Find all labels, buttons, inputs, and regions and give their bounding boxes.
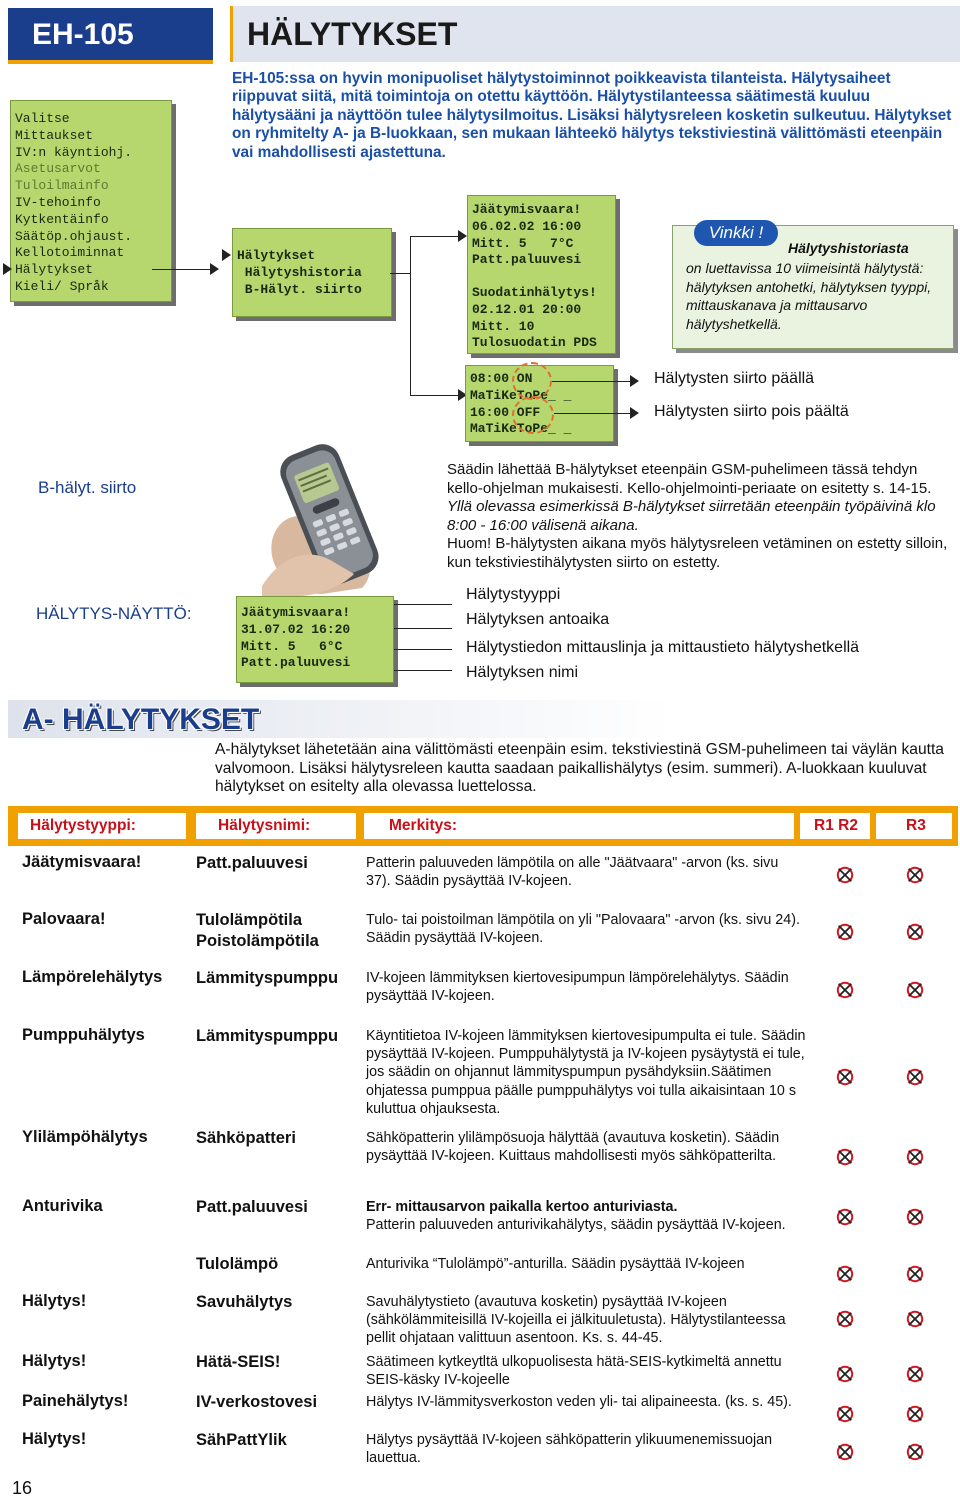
display-line: Jäätymisvaara! xyxy=(241,605,351,620)
display-line: MaTiKeToPe_ _ xyxy=(470,421,572,437)
alarm-type: Hälytys! xyxy=(22,1292,87,1310)
connector-line xyxy=(410,236,411,396)
display-line: 31.07.02 16:20 xyxy=(241,621,351,637)
display-line: Kieli/ Språk xyxy=(15,278,109,294)
display-line: 06.02.02 16:00 xyxy=(472,218,582,234)
alarm-description xyxy=(366,1431,806,1467)
display-line: IV-tehoinfo xyxy=(15,194,101,210)
display-line: Kellotoiminnat xyxy=(15,245,125,261)
arrow-right-icon xyxy=(630,407,639,419)
relay-x-icon xyxy=(906,923,924,941)
alarm-type: Anturivika xyxy=(22,1197,103,1215)
callout-line xyxy=(394,604,452,605)
relay-x-icon xyxy=(836,1405,854,1423)
relay-x-icon xyxy=(906,1365,924,1383)
alarm-name: SähPattYlik xyxy=(196,1431,287,1449)
alarm-type: Pumppuhälytys xyxy=(22,1026,145,1044)
relay-x-icon xyxy=(906,1148,924,1166)
alarm-description-text: Säätimeen kytkeytltä ulkopuolisesta hätä-SEIS-kytkimeltä annettu SEIS-käsky IV-kojeelle xyxy=(366,1354,782,1389)
model-badge xyxy=(8,8,213,64)
alarm-type: Hälytys! xyxy=(22,1430,87,1448)
header-r1r2: R1 R2 xyxy=(814,817,858,834)
connector-line xyxy=(152,269,212,270)
tip-heading: Hälytyshistoriasta xyxy=(788,240,909,256)
b-transfer-text-1: Säädin lähettää B-hälytykset eteenpäin GSM-puhelimeen tässä tehdyn kello-ohjelman mukaisesti. Kello-ohjelmointi-periaate on esitetty s. 14-15. xyxy=(447,461,932,497)
alarm-description xyxy=(366,1293,806,1348)
a-alarms-title: A- HÄLYTYKSET xyxy=(22,703,260,736)
alarm-type: Jäätymisvaara! xyxy=(22,853,142,871)
alarm-description xyxy=(366,911,806,947)
display-line: Hälytykset xyxy=(237,248,316,263)
alarm-description-text: Hälytys IV-lämmitysverkoston veden yli- tai alipaineesta. (ks. s. 45). xyxy=(366,1394,792,1410)
alarm-name: Savuhälytys xyxy=(196,1293,293,1311)
relay-x-icon xyxy=(906,1265,924,1283)
section-header xyxy=(230,6,960,62)
tip-badge: Vinkki ! xyxy=(694,220,778,246)
alarm-description xyxy=(366,969,806,1005)
display-line: 16:00 OFF xyxy=(470,404,541,420)
alarm-name: Lämmityspumppu xyxy=(196,1027,339,1045)
transfer-off-label: Hälytysten siirto pois päältä xyxy=(654,403,849,420)
a-alarms-description: A-hälytykset lähetetään aina välittömästi eteenpäin esim. tekstiviestinä GSM-puhelimeen tai väylän kautta valvomoon. Lisäksi hälytysreleen kautta saadaan paikallishälytys (esim. summeri). A-luokkaan kuuluvat hälytykset on esitelty alla olevassa luettelossa. xyxy=(215,741,944,796)
alarm-description xyxy=(366,1198,806,1234)
display-line: 02.12.01 20:00 xyxy=(472,301,582,317)
display-line: Patt.paluuvesi xyxy=(472,252,582,268)
alarm-menu-cursor-icon xyxy=(222,249,231,261)
display-line: Mitt. 10 xyxy=(472,318,535,334)
alarm-description-text: Hälytys pysäyttää IV-kojeen sähköpatterin ylikuumenemissuojan lauettua. xyxy=(366,1432,773,1467)
display-callout: Hälytyksen antoaika xyxy=(466,611,610,628)
relay-x-icon xyxy=(836,866,854,884)
alarm-name: Hätä-SEIS! xyxy=(196,1353,281,1371)
alarm-description-text: Tulo- tai poistoilman lämpötila on yli "Palovaara" -arvon (ks. sivu 24). Säädin pysäyttää IV-kojeen. xyxy=(366,912,800,947)
relay-x-icon xyxy=(836,981,854,999)
relay-x-icon xyxy=(836,923,854,941)
relay-x-icon xyxy=(836,1208,854,1226)
callout-line xyxy=(552,381,632,382)
display-callout: Hälytystyyppi xyxy=(466,586,561,603)
relay-x-icon xyxy=(906,866,924,884)
alarm-name: Tulolämpö xyxy=(196,1255,279,1273)
display-line: Hälytyshistoria xyxy=(237,264,362,280)
b-transfer-note: Huom! B-hälytysten aikana myös hälytysreleen vetäminen on estetty silloin, kun tekstiviestihälytysten siirto on estetty. xyxy=(447,535,948,571)
alarm-name: IV-verkostovesi xyxy=(196,1393,318,1411)
alarm-description-text: Patterin paluuveden lämpötila on alle "Jäätvaara" -arvon (ks. sivu 37). Säädin pysäyttää IV-kojeen. xyxy=(366,855,779,890)
callout-line xyxy=(554,413,632,414)
connector-line xyxy=(410,236,460,237)
relay-x-icon xyxy=(906,1405,924,1423)
main-menu-display xyxy=(10,100,172,302)
display-line: IV:n käyntiohj. xyxy=(15,144,133,160)
header-cell-r1r2 xyxy=(800,813,870,839)
callout-line xyxy=(394,649,452,650)
display-callout: Hälytystiedon mittauslinja ja mittaustieto hälytyshetkellä xyxy=(466,639,860,656)
alarm-description-text: Savuhälytystieto (avautuva kosketin) pysäyttää IV-kojeen (sähkölämmiteisillä IV-kojeilla ei jälkituuletusta). Hälytystilanteessa pellit ohjataan valittuun asentoon. Ks. s. 44-45. xyxy=(366,1294,786,1347)
display-line: Tulosuodatin PDS xyxy=(472,335,597,351)
alarm-menu-display xyxy=(232,228,392,317)
alarm-description xyxy=(366,1393,806,1411)
arrow-right-icon xyxy=(458,230,467,242)
history-display xyxy=(467,195,616,354)
arrow-right-icon xyxy=(210,263,219,275)
alarm-type: Lämpörelehälytys xyxy=(22,968,163,986)
header-type: Hälytystyyppi: xyxy=(30,817,136,834)
alarm-name: Patt.paluuvesi xyxy=(196,1198,308,1216)
relay-x-icon xyxy=(836,1310,854,1328)
display-line: Jäätymisvaara! xyxy=(472,202,582,217)
intro-text: EH-105:ssa on hyvin monipuoliset hälytystoiminnot poikkeavista tilanteista. Hälytysaiheet riippuvat siitä, mitä toimintoja on otettu käyttöön. Hälytystilanteessa säätimestä kuuluu hälytysääni ja näyttöön tulee hälytysilmoitus. Lisäksi hälytysreleen kosketin sulkeutuu. Hälytykset on ryhmitelty A- ja B-luokkaan, sen mukaan lähteekö hälytys tekstiviestinä välittömästi eteenpäin vai mahdollisesti ajastettuna. xyxy=(232,70,952,161)
section-title: HÄLYTYKSET xyxy=(247,16,458,52)
alarm-description xyxy=(366,1353,806,1389)
relay-x-icon xyxy=(836,1068,854,1086)
display-line: Mitt. 5 6°C xyxy=(241,638,343,654)
alarm-description-text: Sähköpatterin ylilämpösuoja hälyttää (avautuva kosketin). Säädin pysäyttää IV-kojeen. Kuittaus mahdollisesti myös sähköpatterilta. xyxy=(366,1130,780,1165)
relay-x-icon xyxy=(836,1148,854,1166)
b-transfer-description xyxy=(447,461,952,573)
header-r3: R3 xyxy=(906,817,926,834)
relay-x-icon xyxy=(906,981,924,999)
display-line: Patt.paluuvesi xyxy=(241,655,351,671)
alarm-type: Ylilämpöhälytys xyxy=(22,1128,148,1146)
main-menu-cursor-icon xyxy=(3,263,12,275)
alarm-name: Lämmityspumppu xyxy=(196,969,339,987)
model-name: EH-105 xyxy=(32,18,134,51)
b-transfer-example: Yllä olevassa esimerkissä B-hälytykset siirretään eteenpäin työpäivinä klo 8:00 - 16:00 välisenä aikana. xyxy=(447,498,936,534)
b-transfer-label: B-hälyt. siirto xyxy=(38,478,137,497)
header-desc: Merkitys: xyxy=(389,817,458,834)
alarm-display-label: HÄLYTYS-NÄYTTÖ: xyxy=(36,604,192,623)
alarm-type: Painehälytys! xyxy=(22,1392,129,1410)
relay-x-icon xyxy=(906,1443,924,1461)
relay-x-icon xyxy=(836,1443,854,1461)
header-cell-type xyxy=(18,813,186,839)
alarm-description-text: Anturivika “Tulolämpö”-anturilla. Säädin pysäyttää IV-kojeen xyxy=(366,1256,745,1272)
alarm-type: Hälytys! xyxy=(22,1352,87,1370)
header-name: Hälytysnimi: xyxy=(218,817,311,834)
relay-x-icon xyxy=(836,1365,854,1383)
display-line: MaTiKeToPe_ _ xyxy=(470,387,572,403)
transfer-on-label: Hälytysten siirto päällä xyxy=(654,370,815,387)
display-line: 08:00 ON xyxy=(470,371,533,386)
mobile-phone-icon xyxy=(262,436,392,596)
alarm-name: Patt.paluuvesi xyxy=(196,854,308,872)
alarm-name: Tulolämpötila Poistolämpötila xyxy=(196,911,319,950)
alarm-description-text: Käyntitietoa IV-kojeen lämmityksen kiertovesipumpulta ei tule. Säädin pysäyttää IV-kojeen. Pumppuhälytystä ja IV-kojeen pysäytystä ei tule, jos säädin on ohjannut lämmityspumpun pysähdyksiin.Säätimen ohjatessa pumppua päälle pumppuhälytys voi tulla aikaisintaan 10 s kuluttua ohjauksesta. xyxy=(366,1028,806,1117)
header-cell-r3 xyxy=(876,813,952,839)
display-callout: Hälytyksen nimi xyxy=(466,664,579,681)
relay-x-icon xyxy=(836,1265,854,1283)
page-number: 16 xyxy=(12,1478,33,1498)
alarm-name: Sähköpatteri xyxy=(196,1129,296,1147)
alarm-display xyxy=(236,596,394,683)
off-highlight xyxy=(512,396,554,434)
tip-text: on luettavissa 10 viimeisintä hälytystä: hälytyksen antohetki, hälytyksen tyyppi, mittauskanava ja mittausarvo hälytyshetkellä. xyxy=(686,260,932,332)
alarm-description-note: Err- mittausarvon paikalla kertoo anturiviasta. xyxy=(366,1199,678,1215)
callout-line xyxy=(394,628,452,629)
relay-x-icon xyxy=(906,1068,924,1086)
display-line: Tuloilmainfo xyxy=(15,178,109,194)
alarm-description-text: IV-kojeen lämmityksen kiertovesipumpun lämpörelehälytys. Säädin pysäyttää IV-kojeen. xyxy=(366,970,789,1005)
connector-line xyxy=(390,273,410,274)
display-line: B-Hälyt. siirto xyxy=(237,281,362,297)
alarm-description xyxy=(366,1129,806,1165)
relay-x-icon xyxy=(906,1208,924,1226)
alarm-description xyxy=(366,1255,806,1273)
alarm-type: Palovaara! xyxy=(22,910,106,928)
alarm-description-text: Patterin paluuveden anturivikahälytys, säädin pysäyttää IV-kojeen. xyxy=(366,1217,786,1234)
alarm-description xyxy=(366,1027,818,1118)
display-line: Säätöp.ohjaust. xyxy=(15,228,133,244)
display-line: Asetusarvot xyxy=(15,161,101,177)
header-cell-name xyxy=(196,813,356,839)
relay-x-icon xyxy=(906,1310,924,1328)
arrow-right-icon xyxy=(630,375,639,387)
alarm-description xyxy=(366,854,806,890)
header-cell-desc xyxy=(364,813,794,839)
display-line: Suodatinhälytys! xyxy=(472,285,597,300)
display-line: Mittaukset xyxy=(15,127,94,143)
on-highlight xyxy=(512,362,552,400)
display-line: Valitse xyxy=(15,111,70,126)
display-line: Kytkentäinfo xyxy=(15,211,109,227)
display-line: Mitt. 5 7°C xyxy=(472,235,574,251)
callout-line xyxy=(394,670,452,671)
display-line: Hälytykset xyxy=(15,262,94,278)
connector-line xyxy=(410,395,460,396)
